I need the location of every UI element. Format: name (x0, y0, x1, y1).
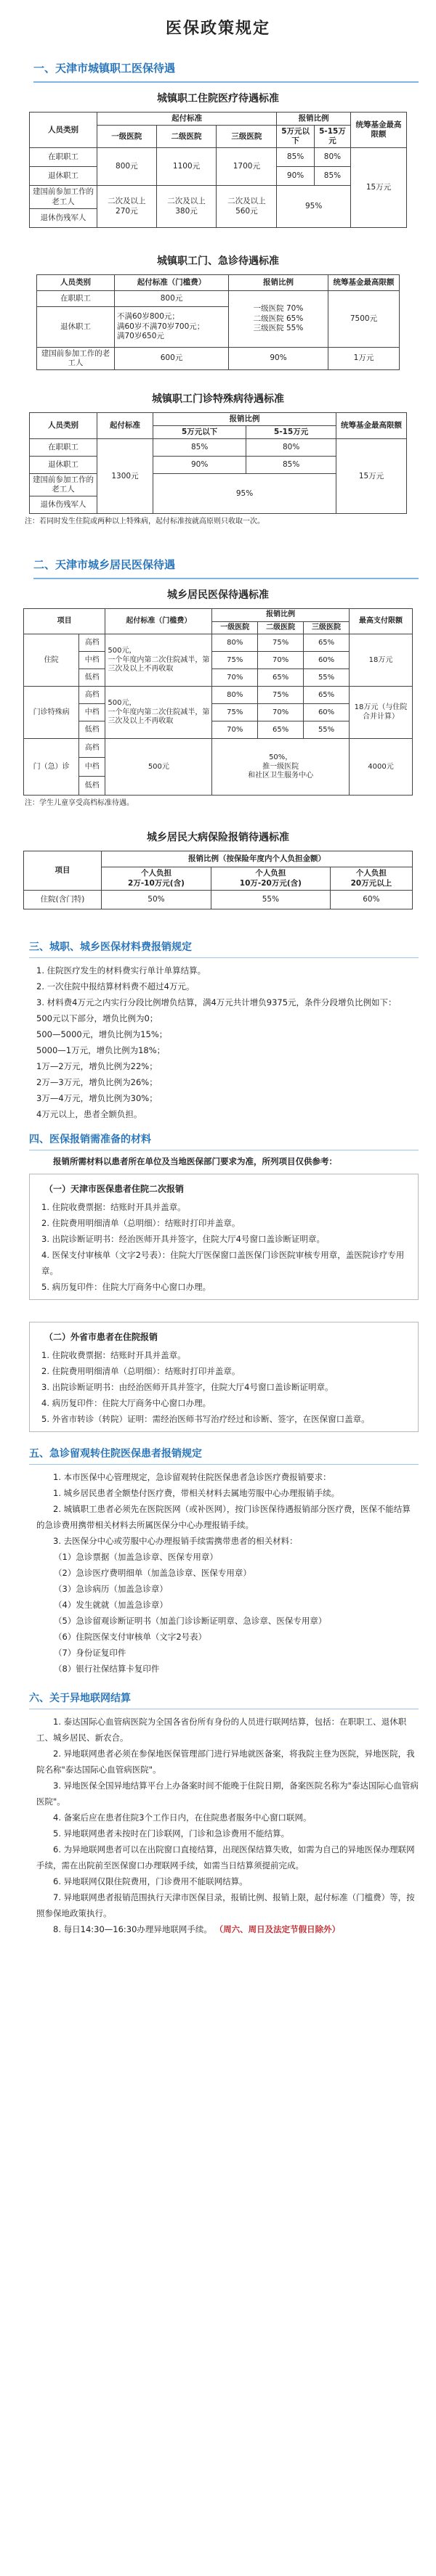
col-item: 项目 (24, 851, 102, 890)
row-inpatient: 住院 (24, 634, 79, 687)
col-fund-limit: 统筹基金最高限额 (351, 113, 407, 148)
section3-divider (29, 957, 419, 958)
cell-max-in: 18万元 (350, 634, 413, 687)
list-item: 500元以下部分，增负比例为0； (36, 1013, 158, 1023)
table4-caption: 城乡居民医保待遇标准 (167, 589, 269, 602)
cell-ratio: 80% (212, 634, 258, 652)
cell-ratio: 50% (102, 890, 211, 909)
section1-heading: 一、天津市城镇职工医保待遇 (33, 62, 176, 75)
sub-over20w: 个人负担 20万元以上 (330, 867, 412, 890)
col-max-limit: 最高支付限额 (350, 609, 413, 634)
cell-ratio: 一级医院 70% 二级医院 65% 三级医院 55% (229, 290, 328, 347)
cell-start: 1300元 (97, 439, 153, 514)
grade-low: 低档 (79, 721, 105, 739)
section3-body (36, 962, 419, 1122)
cell-ratio: 80% (212, 687, 258, 704)
cell-r-merge: 95% (277, 186, 351, 227)
cell-fund: 15万元 (336, 439, 407, 514)
cell-fund: 1万元 (328, 347, 400, 369)
inpatient-standard-table (29, 112, 407, 228)
cell-ratio: 90% (229, 347, 328, 369)
cell-ratio: 55% (211, 890, 330, 909)
sub-level1: 一级医院 (212, 621, 258, 634)
sub-5to15w: 5-15万元 (314, 126, 350, 148)
list-item: 6. 异地联网仅限住院费用，门诊费用不能联网结算。 (53, 1876, 248, 1886)
list-item: （2）急诊医疗费明细单（加盖急诊章、医保专用章） (54, 1567, 251, 1578)
list-item: （6）住院医保支付审核单（文字2号表） (54, 1631, 207, 1642)
sub-2to10w: 个人负担 2万-10万元(含) (102, 867, 211, 890)
col-person-type: 人员类别 (30, 412, 97, 438)
grade-low: 低档 (79, 777, 105, 796)
cell-ratio: 65% (304, 634, 350, 652)
list-item: 500—5000元，增负比例为15%； (36, 1029, 168, 1039)
col-start-standard: 起付标准（门槛费） (115, 274, 229, 290)
cell-ratio: 60% (330, 890, 412, 909)
grade-high: 高档 (79, 634, 105, 652)
col-person-type: 人员类别 (30, 113, 97, 148)
grade-mid: 中档 (79, 704, 105, 721)
grade-mid: 中档 (79, 758, 105, 777)
list-item: 4. 医保支付审核单（文字2号表）：住院大厅医保窗口盖医保门诊医院审核专用章，盖医院诊疗专用章。 (41, 1249, 405, 1276)
grade-high: 高档 (79, 687, 105, 704)
list-item (36, 1921, 419, 1937)
section1-divider (33, 81, 419, 83)
cell-ratio: 55% (304, 669, 350, 687)
list-item: 1. 住院收费票据：结账时开具并盖章。 (41, 1349, 186, 1360)
cell-ratio: 60% (304, 704, 350, 721)
cell-start-in: 500元， 一个年度内第二次住院减半，第三次及以上不再收取 (105, 634, 212, 687)
cell-ratio: 75% (258, 687, 304, 704)
col-reimburse-ratio: 报销比例 (153, 412, 336, 425)
list-item: 3. 出院诊断证明书：由经治医师开具并签字，住院大厅4号窗口盖诊断证明章。 (41, 1381, 334, 1392)
cell-s2: 1100元 (156, 148, 217, 186)
sub-level2: 二级医院 (156, 126, 217, 148)
row-type: 退休伤残军人 (30, 496, 97, 514)
list-item: 3. 异地医保全国异地结算平台上办备案时间不能晚于住院日期，备案医院名称为"泰达国际心血管病医院"。 (36, 1780, 419, 1807)
list-item: 2. 住院费用明细清单（总明细）：结账时打印并盖章。 (41, 1365, 241, 1376)
row-type: 退休伤残军人 (30, 208, 97, 227)
cell-ratio: 60% (304, 652, 350, 669)
list-item: 2. 城镇职工患者必须先在医院医网（或补医网），按门诊医保待遇报销部分医疗费，医保不能结算的急诊费用携带相关材料去所属医保分中心办理报销手续。 (36, 1503, 411, 1530)
section1-note: 注：若同时发生住院或两种以上特殊病，起付标准按就高原则只收取一次。 (25, 518, 265, 526)
grade-high: 高档 (79, 739, 105, 758)
cell-ratio: 70% (212, 721, 258, 739)
list-item: （3）急诊病历（加盖急诊章） (54, 1583, 168, 1594)
col-reimburse-ratio: 报销比例 (229, 274, 328, 290)
row-type: 退休职工 (37, 306, 115, 347)
list-item: 1. 住院医疗发生的材料费实行单计单算结算。 (36, 965, 206, 976)
sub-under5w: 5万元以下 (153, 426, 246, 439)
row-clinic: 门（急）诊 (24, 739, 79, 796)
sub2-box (29, 1322, 419, 1432)
list-item: 3. 出院诊断证明书：经治医师开具并签字，住院大厅4号窗口盖诊断证明章。 (41, 1233, 325, 1244)
list-item: 5. 外省市转诊（转院）证明：需经治医师书写治疗经过和诊断、签字，在医保窗口盖章。 (41, 1413, 370, 1424)
row-type: 退休职工 (30, 167, 97, 186)
section3-heading: 三、城职、城乡医保材料费报销规定 (29, 941, 192, 953)
col-item: 项目 (24, 609, 105, 634)
cell-ratio: 65% (258, 669, 304, 687)
cell-ratio: 75% (212, 704, 258, 721)
col-start-standard: 起付标准（门槛费） (105, 609, 212, 634)
cell-start-sp: 500元， 一个年度内第二次住院减半，第三次及以上不再收取 (105, 687, 212, 739)
list-item: 5. 异地联网患者未按时在门诊联网，门诊和急诊费用不能结算。 (53, 1828, 290, 1839)
list-item: 1. 本市医保中心管理规定，急诊留观转住院医保患者急诊医疗费报销要求： (53, 1471, 331, 1482)
cell-clinic-max: 4000元 (350, 739, 413, 796)
cell-r1: 90% (277, 167, 315, 186)
resident-standard-table (23, 608, 413, 796)
col-fund-limit: 统筹基金最高限额 (328, 274, 400, 290)
grade-mid: 中档 (79, 652, 105, 669)
table2-caption: 城镇职工门、急诊待遇标准 (157, 255, 279, 267)
list-item: 1. 城乡居民患者全额垫付医疗费，带相关材料去属地劳服中心办理报销手续。 (53, 1487, 340, 1498)
cell-ratio: 75% (212, 652, 258, 669)
cell-ratio: 55% (304, 721, 350, 739)
row-type: 建国前参加工作的老工人 (30, 186, 97, 208)
col-start-standard: 起付标准 (97, 412, 153, 438)
col-reimburse-ratio: 报销比例 (212, 609, 350, 622)
row-type: 建国前参加工作的老工人 (30, 474, 97, 496)
list-item: 2. 异地联网患者必须在参保地医保管理部门进行异地就医备案，将我院主登为医院，异地医院，我院名称"泰达国际心血管病医院"。 (36, 1748, 415, 1775)
sub1-list (41, 1199, 408, 1295)
cell-ratio: 65% (304, 687, 350, 704)
cell-s1: 800元 (97, 148, 157, 186)
col-person-type: 人员类别 (37, 274, 115, 290)
table1-caption: 城镇职工住院医疗待遇标准 (157, 93, 279, 105)
section5-divider (29, 1464, 419, 1465)
cell-r2: 80% (314, 148, 350, 167)
sub-under5w: 5万元以下 (277, 126, 315, 148)
section6-body (36, 1714, 419, 1937)
holiday-highlight: （周六、周日及法定节假日除外） (214, 1923, 341, 1934)
cell-ratio: 75% (258, 634, 304, 652)
cell-start: 800元 (115, 290, 229, 306)
list-item: （1）急诊票据（加盖急诊章、医保专用章） (54, 1551, 218, 1562)
sub1-heading: （一）天津市医保患者住院二次报销 (44, 1183, 185, 1194)
list-item: 4万元以上，患者全额负担。 (36, 1108, 142, 1119)
list-item: （4）发生就就（加盖急诊章） (54, 1599, 168, 1610)
grade-low: 低档 (79, 669, 105, 687)
list-item: 2. 一次住院中报结算材料费不超过4万元。 (36, 981, 195, 991)
list-item: 4. 备案后应在患者住院3个工作日内，在住院患者服务中心窗口联网。 (53, 1812, 312, 1823)
section5-body (36, 1469, 419, 1677)
section5-heading: 五、急诊留观转住院医保患者报销规定 (29, 1447, 202, 1460)
sub-level3: 三级医院 (217, 126, 277, 148)
list-item: 5000—1万元，增负比例为18%； (36, 1044, 166, 1055)
row-special: 门诊特殊病 (24, 687, 79, 739)
list-item: 6. 为异地联网患者可以在出院窗口直接结算，出现医保结算失败，如需为自己的异地医保办理联网手续，需在出院前至医保窗口办理联网手续，如需当日结算须提前完成。 (36, 1844, 415, 1870)
page-title: 医保政策规定 (165, 19, 270, 38)
list-item: 3. 材料费4万元之内实行分段比例增负结算，满4万元共计增负9375元，条件分段增负比例如下： (36, 997, 397, 1007)
cell-r2: 85% (314, 167, 350, 186)
outpatient-standard-table (36, 274, 400, 370)
cell-clinic-start: 500元 (105, 739, 212, 796)
sub-level1: 一级医院 (97, 126, 157, 148)
sub-10to20w: 个人负担 10万-20万元(含) (211, 867, 330, 890)
sub-level2: 二级医院 (258, 621, 304, 634)
cell-ratio: 70% (212, 669, 258, 687)
special-disease-table (29, 412, 407, 515)
row-type: 在职职工 (30, 148, 97, 167)
cell-r2: 80% (246, 439, 336, 457)
cell-ratio: 70% (258, 704, 304, 721)
table4-note: 注：学生儿童享受高档标准待遇。 (25, 799, 134, 808)
list-item: 5. 病历复印件：住院大厅商务中心窗口办理。 (41, 1281, 211, 1292)
list-item: 7. 异地联网患者报销范围执行天津市医保目录，报销比例、报销上限，起付标准（门槛费）等，按照参保地政策执行。 (36, 1892, 415, 1918)
cell-r1: 90% (153, 457, 246, 474)
col-reimburse-ratio: 报销比例 (277, 113, 351, 126)
cell-s1b: 二次及以上 270元 (97, 186, 157, 227)
section4-heading: 四、医保报销需准备的材料 (29, 1133, 151, 1145)
cell-fund: 7500元 (328, 290, 400, 347)
row-type: 建国前参加工作的老工人 (37, 347, 115, 369)
list-item: （5）急诊留观诊断证明书（加盖门诊诊断证明章、急诊章、医保专用章） (54, 1615, 327, 1626)
cell-s2b: 二次及以上 380元 (156, 186, 217, 227)
list-item: 2. 住院费用明细清单（总明细）：结账时打印并盖章。 (41, 1217, 241, 1228)
list-item: 1. 泰达国际心血管病医院为全国各省份所有身份的人员进行联网结算，包括：在职职工、退休职工、城乡居民、新农合。 (36, 1716, 407, 1743)
sub-5to15w: 5-15万元 (246, 426, 336, 439)
section4-intro: 报销所需材料以患者所在单位及当地医保部门要求为准，所列项目仅供参考： (53, 1156, 337, 1166)
col-fund-limit: 统筹基金最高限额 (336, 412, 407, 438)
table5-caption: 城乡居民大病保险报销待遇标准 (147, 832, 289, 844)
sub-level3: 三级医院 (304, 621, 350, 634)
cell-start: 不满60岁800元； 满60岁不满70岁700元； 满70岁650元 (115, 306, 229, 347)
row-inpatient: 住院(含门特) (24, 890, 102, 909)
cell-s3: 1700元 (217, 148, 277, 186)
row-type: 在职职工 (37, 290, 115, 306)
row-type: 在职职工 (30, 439, 97, 457)
time-text: 8. 每日14:30—16:30办理异地联网手续。 (53, 1923, 212, 1934)
section2-heading: 二、天津市城乡居民医保待遇 (33, 558, 176, 572)
sub2-heading: （二）外省市患者在住院报销 (44, 1331, 158, 1342)
list-item: （8）银行社保结算卡复印件 (54, 1663, 160, 1674)
cell-start: 600元 (115, 347, 229, 369)
col-reimburse-ratio: 报销比例（按保险年度内个人负担金额） (102, 851, 413, 867)
list-item: 1万—2万元，增负比例为22%； (36, 1060, 158, 1071)
col-start-standard: 起付标准 (97, 113, 277, 126)
cell-ratio: 65% (258, 721, 304, 739)
row-type: 退休职工 (30, 457, 97, 474)
list-item: 4. 病历复印件：住院大厅商务中心窗口办理。 (41, 1397, 211, 1408)
list-item: 2万—3万元，增负比例为26%； (36, 1076, 158, 1087)
cell-r1: 85% (277, 148, 315, 167)
critical-illness-table (23, 851, 413, 909)
section6-heading: 六、关于异地联网结算 (29, 1692, 131, 1704)
list-item: （7）身份证复印件 (54, 1647, 126, 1658)
cell-max-sp: 18万元（与住院合并计算） (350, 687, 413, 739)
cell-r1: 85% (153, 439, 246, 457)
cell-ratio: 70% (258, 652, 304, 669)
cell-fund: 15万元 (351, 148, 407, 227)
table3-caption: 城镇职工门诊特殊病待遇标准 (152, 393, 284, 405)
list-item: 3万—4万元，增负比例为30%； (36, 1092, 158, 1103)
sub2-list (41, 1347, 408, 1427)
section2-divider (33, 578, 419, 579)
list-item: 3. 去医保分中心或劳服中心办理报销手续需携带患者的相关材料： (53, 1535, 298, 1546)
cell-s3b: 二次及以上 560元 (217, 186, 277, 227)
list-item: 1. 住院收费票据：结账时开具并盖章。 (41, 1201, 186, 1212)
cell-clinic-ratio: 50%， 推一级医院 和社区卫生服务中心 (212, 739, 350, 796)
cell-r-merge: 95% (153, 474, 336, 514)
sub1-box (29, 1174, 419, 1300)
cell-r2: 85% (246, 457, 336, 474)
